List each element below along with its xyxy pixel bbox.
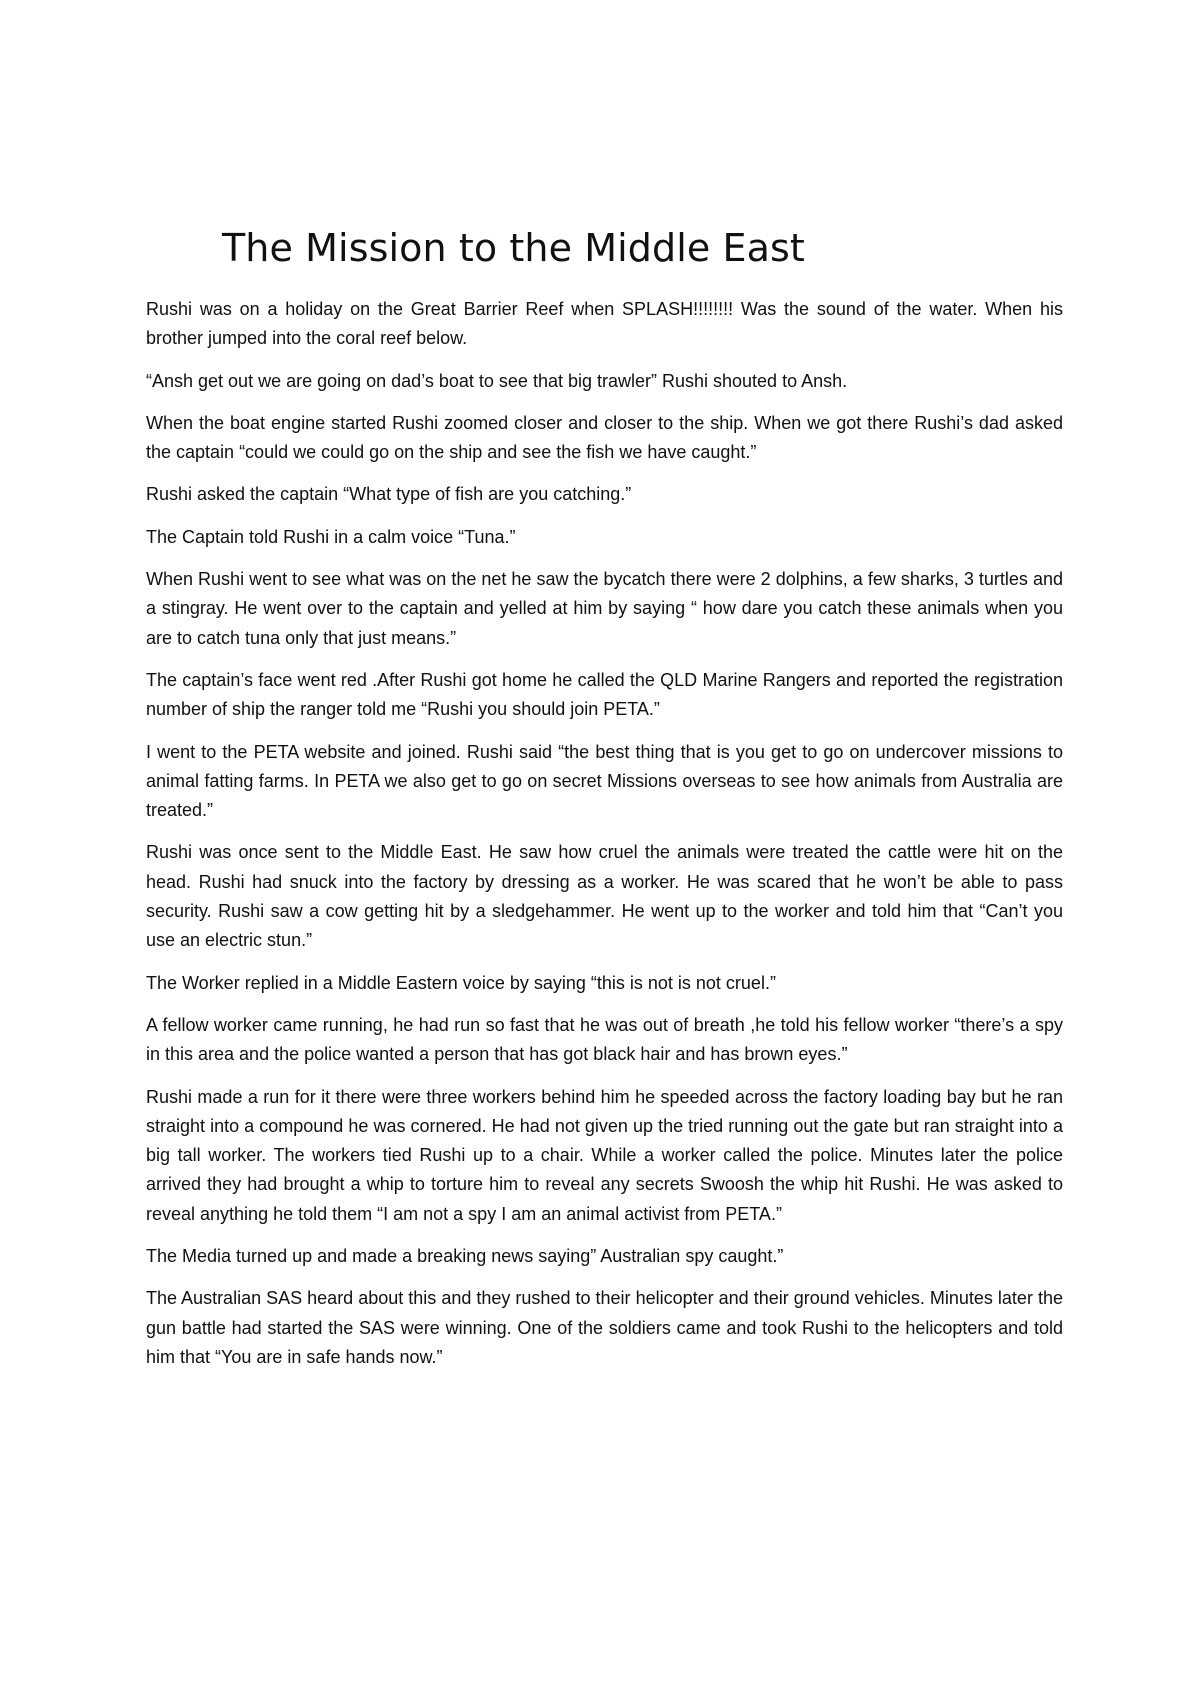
- paragraph-2: “Ansh get out we are going on dad’s boat to see that big trawler” Rushi shouted to Ansh.: [146, 370, 848, 391]
- paragraph-10: The Worker replied in a Middle Eastern voice by saying “this is not is not cruel.”: [146, 972, 776, 993]
- paragraph-9: Rushi was once sent to the Middle East. He saw how cruel the animals were treated the cattle were hit on the head. Rushi had snuck into the factory by dressing as a worker. He was scared that he won’t be able to pass security. Rushi saw a cow getting hit by a sledgehammer. He went up to the worker and told him that “Can’t you use an electric stun.”: [146, 842, 1063, 951]
- paragraph-11: A fellow worker came running, he had run so fast that he was out of breath ,he told his fellow worker “there’s a spy in this area and the police wanted a person that has got black hair and has brown eyes.”: [146, 1014, 1063, 1065]
- paragraph-5: The Captain told Rushi in a calm voice “Tuna.”: [146, 526, 516, 547]
- paragraph-3: When the boat engine started Rushi zoomed closer and closer to the ship. When we got there Rushi’s dad asked the captain “could we could go on the ship and see the fish we have caught.”: [146, 412, 1063, 463]
- paragraph-8: I went to the PETA website and joined. Rushi said “the best thing that is you get to go on undercover missions to animal fatting farms. In PETA we also get to go on secret Missions overseas to see how animals from Australia are treated.”: [146, 741, 1063, 821]
- paragraph-1: Rushi was on a holiday on the Great Barrier Reef when SPLASH!!!!!!!! Was the sound of the water. When his brother jumped into the coral reef below.: [146, 299, 1063, 349]
- paragraph-6: When Rushi went to see what was on the net he saw the bycatch there were 2 dolphins, a few sharks, 3 turtles and a stingray. He went over to the captain and yelled at him by saying “ how dare you catch these animals when you are to catch tuna only that just means.”: [146, 569, 1063, 648]
- paragraph-14: The Australian SAS heard about this and they rushed to their helicopter and their ground vehicles. Minutes later the gun battle had started the SAS were winning. One of the soldiers came and took Rushi to the helicopters and told him that “You are in safe hands now.”: [146, 1288, 1063, 1367]
- paragraph-7: The captain’s face went red .After Rushi got home he called the QLD Marine Rangers and reported the registration number of ship the ranger told me “Rushi you should join PETA.”: [146, 669, 1063, 720]
- document-body: [146, 295, 1063, 1385]
- paragraph-4: Rushi asked the captain “What type of fish are you catching.”: [146, 484, 632, 505]
- paragraph-13: The Media turned up and made a breaking news saying” Australian spy caught.”: [146, 1246, 784, 1267]
- paragraph-12: Rushi made a run for it there were three workers behind him he speeded across the factory loading bay but he ran straight into a compound he was cornered. He had not given up the tried running out the gate but ran straight into a big tall worker. The workers tied Rushi up to a chair. While a worker called the police. Minutes later the police arrived they had brought a whip to torture him to reveal any secrets Swoosh the whip hit Rushi. He was asked to reveal anything he told them “I am not a spy I am an animal activist from PETA.”: [146, 1086, 1063, 1224]
- document-title: The Mission to the Middle East: [222, 226, 805, 270]
